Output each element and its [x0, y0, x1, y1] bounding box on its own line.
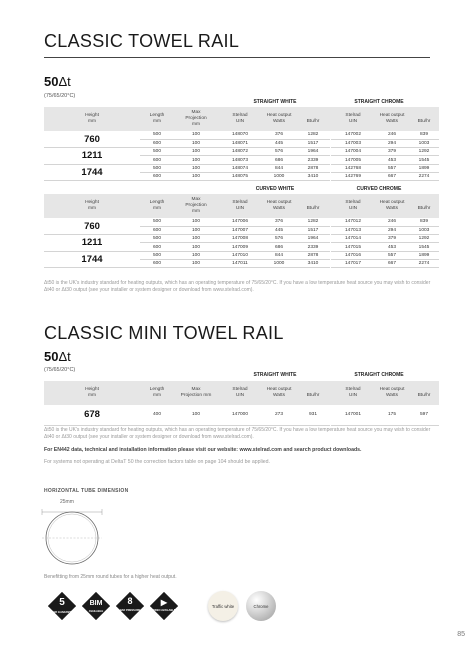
- projection-cell: 100: [174, 148, 218, 156]
- chrome-watts-cell: 557: [375, 164, 409, 172]
- white-uin-cell: 147010: [218, 251, 262, 259]
- chrome-uin-cell: 147005: [331, 156, 375, 164]
- length-cell: 500: [140, 131, 174, 139]
- length-cell: 600: [140, 226, 174, 234]
- bar-pressure-icon: 8 BAR PRESSURE: [116, 592, 144, 620]
- chrome-watts-cell: 453: [375, 243, 409, 251]
- chrome-btu-cell: 597: [409, 405, 439, 425]
- white-uin-cell: 148072: [218, 148, 262, 156]
- length-cell: 400: [140, 405, 174, 425]
- header-projection: Max Projection mm: [174, 381, 218, 405]
- chrome-btu-cell: 839: [409, 131, 439, 139]
- header-white-uin: Stelrad UIN: [218, 194, 262, 218]
- mini-delta-t-symbol: Δt: [58, 349, 71, 364]
- delta-t-label: [44, 74, 71, 89]
- header-chrome-uin: Stelrad UIN: [331, 107, 375, 131]
- table-row: [44, 164, 439, 172]
- white-btu-cell: 3410: [296, 172, 330, 180]
- white-watts-cell: 844: [262, 164, 296, 172]
- chrome-uin-cell: 147001: [331, 405, 375, 425]
- header-white-btu: Btu/hr: [296, 381, 330, 405]
- projection-cell: 100: [174, 131, 218, 139]
- chrome-uin-cell: 147002: [331, 131, 375, 139]
- projection-cell: 100: [174, 172, 218, 180]
- chrome-uin-cell: 147012: [331, 218, 375, 226]
- header-projection: Max Projection mm: [174, 107, 218, 131]
- white-watts-cell: 576: [262, 235, 296, 243]
- mini-delta-t-label: [44, 349, 71, 364]
- header-chrome-btu: Btu/hr: [409, 381, 439, 405]
- white-watts-cell: 686: [262, 243, 296, 251]
- mini-group-header-chrome: STRAIGHT CHROME: [354, 372, 404, 378]
- header-length: Length mm: [140, 107, 174, 131]
- temperature-conditions: (75/65/20°C): [44, 93, 76, 99]
- mini-group-header-white: STRAIGHT WHITE: [253, 372, 297, 378]
- table-row: [44, 218, 439, 226]
- chrome-btu-cell: 1899: [409, 251, 439, 259]
- length-cell: 600: [140, 172, 174, 180]
- length-cell: 500: [140, 235, 174, 243]
- chrome-btu-cell: 2274: [409, 259, 439, 267]
- chrome-watts-cell: 667: [375, 172, 409, 180]
- header-white-uin: Stelrad UIN: [218, 107, 262, 131]
- header-white-watts: Heat output Watts: [262, 107, 296, 131]
- projection-cell: 100: [174, 405, 218, 425]
- table-header-row: [44, 194, 439, 218]
- mini-temperature-conditions: (75/65/20°C): [44, 367, 76, 373]
- height-cell: 678: [44, 405, 140, 425]
- header-chrome-watts: Heat output Watts: [375, 107, 409, 131]
- diagram-title: HORIZONTAL TUBE DIMENSION: [44, 488, 129, 494]
- header-white-btu: Btu/hr: [296, 194, 330, 218]
- length-cell: 600: [140, 156, 174, 164]
- projection-cell: 100: [174, 235, 218, 243]
- chrome-uin-cell: 147014: [331, 235, 375, 243]
- delta-t-value: 50: [44, 74, 59, 89]
- delta-t-footnote: Δt50 is the UK's industry standard for heating outputs, which has an operating temperature of 75/65/20°C. If you have a low temperature heat source you may wish to consider Δt40 or Δt30 output (see your installer or system designer or download from www.stelrad.com).: [44, 280, 431, 293]
- header-chrome-uin: Stelrad UIN: [331, 381, 375, 405]
- header-white-uin: Stelrad UIN: [218, 381, 262, 405]
- header-length: Length mm: [140, 194, 174, 218]
- height-cell: 1744: [44, 251, 140, 268]
- table-header-row: [44, 381, 439, 405]
- white-uin-cell: 148074: [218, 164, 262, 172]
- chrome-watts-cell: 379: [375, 235, 409, 243]
- table-row: [44, 251, 439, 259]
- white-uin-cell: 148073: [218, 156, 262, 164]
- white-watts-cell: 1000: [262, 172, 296, 180]
- tube-benefit-text: Benefitting from 25mm round tubes for a higher heat output.: [44, 574, 177, 580]
- title-rule: [44, 57, 430, 58]
- mini-delta-t-footnote: Δt50 is the UK's industry standard for heating outputs, which has an operating temperature of 75/65/20°C. If you have a low temperature heat source you may wish to consider Δt40 or Δt30 output (see your installer or system designer or download from www.stelrad.com).: [44, 427, 431, 440]
- mini-section-title: CLASSIC MINI TOWEL RAIL: [44, 323, 284, 343]
- white-uin-cell: 147007: [218, 226, 262, 234]
- projection-cell: 100: [174, 243, 218, 251]
- video-icon[interactable]: ▶ VIDEO AVAILABLE: [150, 592, 178, 620]
- length-cell: 600: [140, 259, 174, 267]
- chrome-uin-cell: 142769: [331, 172, 375, 180]
- mini-spec-table: [44, 381, 439, 426]
- straight-spec-table: [44, 107, 439, 181]
- white-uin-cell: 147011: [218, 259, 262, 267]
- white-watts-cell: 445: [262, 226, 296, 234]
- white-watts-cell: 686: [262, 156, 296, 164]
- traffic-white-label: Traffic white: [211, 604, 235, 609]
- chrome-uin-cell: 147013: [331, 226, 375, 234]
- chrome-watts-cell: 294: [375, 139, 409, 147]
- white-watts-cell: 844: [262, 251, 296, 259]
- projection-cell: 100: [174, 218, 218, 226]
- five-year-guarantee-icon: 5 YEAR GUARANTEE: [48, 592, 76, 620]
- height-cell: 1211: [44, 235, 140, 252]
- chrome-watts-cell: 246: [375, 131, 409, 139]
- bim-icon: BIM AVAILABLE: [82, 592, 110, 620]
- height-cell: 760: [44, 131, 140, 148]
- white-watts-cell: 445: [262, 139, 296, 147]
- length-cell: 600: [140, 243, 174, 251]
- header-height: Height mm: [44, 194, 140, 218]
- chrome-watts-cell: 557: [375, 251, 409, 259]
- header-white-btu: Btu/hr: [296, 107, 330, 131]
- chrome-uin-cell: 147003: [331, 139, 375, 147]
- white-btu-cell: 3410: [296, 259, 330, 267]
- white-btu-cell: 2339: [296, 243, 330, 251]
- chrome-btu-cell: 1003: [409, 139, 439, 147]
- white-uin-cell: 148075: [218, 172, 262, 180]
- white-btu-cell: 1282: [296, 218, 330, 226]
- chrome-btu-cell: 1899: [409, 164, 439, 172]
- delta-t-symbol: Δt: [58, 74, 71, 89]
- table-header-row: [44, 107, 439, 131]
- length-cell: 600: [140, 139, 174, 147]
- header-chrome-watts: Heat output Watts: [375, 381, 409, 405]
- tube-size-label: 25mm: [60, 499, 74, 505]
- projection-cell: 100: [174, 156, 218, 164]
- white-btu-cell: 1282: [296, 131, 330, 139]
- projection-cell: 100: [174, 251, 218, 259]
- chrome-uin-cell: 147015: [331, 243, 375, 251]
- length-cell: 500: [140, 164, 174, 172]
- header-chrome-watts: Heat output Watts: [375, 194, 409, 218]
- header-chrome-uin: Stelrad UIN: [331, 194, 375, 218]
- projection-cell: 100: [174, 139, 218, 147]
- chrome-btu-cell: 1545: [409, 243, 439, 251]
- tube-cross-section-diagram: [40, 504, 104, 568]
- projection-cell: 100: [174, 259, 218, 267]
- chrome-uin-cell: 147004: [331, 148, 375, 156]
- chrome-btu-cell: 1292: [409, 148, 439, 156]
- en442-note: For EN442 data, technical and installation information please visit our website: www.stelrad.com and search product downloads.: [44, 447, 362, 453]
- chrome-watts-cell: 294: [375, 226, 409, 234]
- length-cell: 500: [140, 251, 174, 259]
- group-header-straight-chrome: STRAIGHT CHROME: [354, 99, 404, 105]
- chrome-uin-cell: 142768: [331, 164, 375, 172]
- white-uin-cell: 148071: [218, 139, 262, 147]
- header-white-watts: Heat output Watts: [262, 194, 296, 218]
- white-btu-cell: 931: [296, 405, 330, 425]
- chrome-uin-cell: 147017: [331, 259, 375, 267]
- header-chrome-btu: Btu/hr: [409, 194, 439, 218]
- white-btu-cell: 2878: [296, 164, 330, 172]
- section-title: CLASSIC TOWEL RAIL: [44, 31, 240, 51]
- group-header-curved-chrome: CURVED CHROME: [356, 186, 402, 192]
- white-watts-cell: 376: [262, 218, 296, 226]
- header-projection: Max Projection mm: [174, 194, 218, 218]
- chrome-watts-cell: 667: [375, 259, 409, 267]
- white-uin-cell: 148070: [218, 131, 262, 139]
- chrome-watts-cell: 175: [375, 405, 409, 425]
- table-row: [44, 235, 439, 243]
- header-height: Height mm: [44, 107, 140, 131]
- white-btu-cell: 2878: [296, 251, 330, 259]
- header-length: Length mm: [140, 381, 174, 405]
- white-watts-cell: 1000: [262, 259, 296, 267]
- height-cell: 760: [44, 218, 140, 235]
- table-row: [44, 131, 439, 139]
- length-cell: 500: [140, 218, 174, 226]
- group-header-straight-white: STRAIGHT WHITE: [253, 99, 297, 105]
- white-btu-cell: 1964: [296, 148, 330, 156]
- chrome-btu-cell: 2274: [409, 172, 439, 180]
- white-btu-cell: 2339: [296, 156, 330, 164]
- projection-cell: 100: [174, 164, 218, 172]
- white-uin-cell: 147006: [218, 218, 262, 226]
- height-cell: 1744: [44, 164, 140, 181]
- header-white-watts: Heat output Watts: [262, 381, 296, 405]
- chrome-btu-cell: 839: [409, 218, 439, 226]
- white-uin-cell: 147008: [218, 235, 262, 243]
- white-watts-cell: 376: [262, 131, 296, 139]
- chrome-watts-cell: 453: [375, 156, 409, 164]
- chrome-btu-cell: 1003: [409, 226, 439, 234]
- height-cell: 1211: [44, 148, 140, 165]
- header-height: Height mm: [44, 381, 140, 405]
- white-watts-cell: 576: [262, 148, 296, 156]
- projection-cell: 100: [174, 226, 218, 234]
- white-btu-cell: 1517: [296, 139, 330, 147]
- white-uin-cell: 147009: [218, 243, 262, 251]
- header-chrome-btu: Btu/hr: [409, 107, 439, 131]
- chrome-label: Chrome: [253, 604, 269, 609]
- chrome-watts-cell: 246: [375, 218, 409, 226]
- chrome-uin-cell: 147016: [331, 251, 375, 259]
- white-btu-cell: 1517: [296, 226, 330, 234]
- chrome-btu-cell: 1292: [409, 235, 439, 243]
- table-row: [44, 148, 439, 156]
- white-uin-cell: 147000: [218, 405, 262, 425]
- white-btu-cell: 1964: [296, 235, 330, 243]
- table-row: [44, 405, 439, 425]
- page-number: 85: [457, 631, 465, 638]
- curved-spec-table: [44, 194, 439, 268]
- length-cell: 500: [140, 148, 174, 156]
- mini-delta-t-value: 50: [44, 349, 59, 364]
- group-header-curved-white: CURVED WHITE: [255, 186, 295, 192]
- white-watts-cell: 273: [262, 405, 296, 425]
- chrome-watts-cell: 379: [375, 148, 409, 156]
- chrome-btu-cell: 1545: [409, 156, 439, 164]
- correction-factor-note: For systems not operating at DeltaT 50 the correction factors table on page 104 should be applied.: [44, 459, 270, 465]
